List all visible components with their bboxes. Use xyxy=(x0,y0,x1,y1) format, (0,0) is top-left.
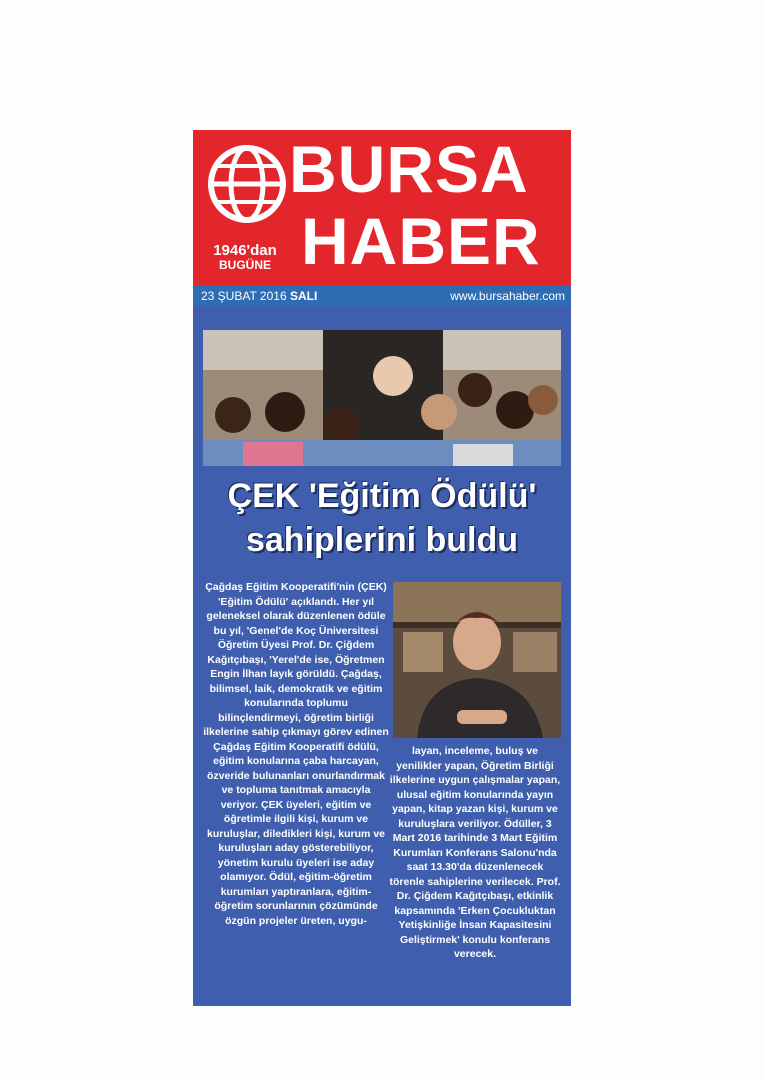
since-badge xyxy=(213,244,277,272)
article-headline xyxy=(193,474,571,562)
website-url: www.bursahaber.com xyxy=(450,289,565,303)
article-column-2 xyxy=(389,744,561,962)
portrait-photo xyxy=(393,582,561,738)
article-column-1 xyxy=(203,580,389,928)
dateline-bar xyxy=(193,286,571,306)
article-column-1-text: Çağdaş Eğitim Kooperatifi'nin (ÇEK) 'Eğitim Ödülü' açıklandı. Her yıl geleneksel olarak düzenlenen ödüle bu yıl, 'Genel'de Koç Üniversitesi Öğretim Üyesi Prof. Dr. Çiğdem Kağıtçıbaşı, 'Yerel'de ise, Öğretmen Engin İlhan layık görüldü. Çağdaş, bilimsel, laik, demokratik ve eğitim konularında toplumu bilinçlendirmeyi, öğretim birliği ilkelerine sahip çıkmayı görev edinen Çağdaş Eğitim Kooperatifi ödülü, eğitim konularına çaba harcayan, özveride bulunanları onurlandırmak ve topluma tanıtmak amacıyla veriyor. ÇEK üyeleri, eğitim ve öğretimle ilgili kişi, kurum ve kuruluşlar, diledikleri kişi, kurum ve kuruluşları aday gösterebiliyor, yönetim kurulu üyeleri ise aday olamıyor. Ödül, eğitim-öğretim kurumları yaptıranlara, eğitim-öğretim sorunlarının çözümünde özgün projeler üreten, uygu- xyxy=(203,581,389,927)
article-column-2-text: layan, inceleme, buluş ve yenilikler yapan, Öğretim Birliği ilkelerine uygun çalışmalar yapan, ulusal eğitim konularında yayın yapan, kitap yazan kişi, kurum ve kuruluşlara veriliyor. Ödüller, 3 Mart 2016 tarihinde 3 Mart Eğitim Kurumları Konferans Salonu'nda saat 13.30'da düzenlenecek törenle sahiplerine verilecek. Prof. Dr. Çiğdem Kağıtçıbaşı, etkinlik kapsamında 'Erken Çocukluktan Yetişkinliğe İnsan Kapasitesini Geliştirmek' konulu konferans verecek. xyxy=(389,745,561,960)
masthead xyxy=(193,130,571,286)
children-group-photo xyxy=(203,330,561,466)
newspaper-clipping xyxy=(193,130,571,1006)
issue-date-value: 23 ŞUBAT 2016 xyxy=(201,289,287,303)
since-label: BUGÜNE xyxy=(218,258,271,272)
masthead-word-haber: HABER xyxy=(301,204,541,278)
masthead-word-bursa: BURSA xyxy=(289,132,529,206)
globe-pen-icon xyxy=(205,142,289,226)
issue-day: SALI xyxy=(289,289,318,303)
headline-line-1: ÇEK 'Eğitim Ödülü' xyxy=(227,477,537,515)
headline-line-2: sahiplerini buldu xyxy=(245,521,519,559)
issue-date xyxy=(201,286,317,306)
since-year: 1946'dan xyxy=(213,242,277,259)
